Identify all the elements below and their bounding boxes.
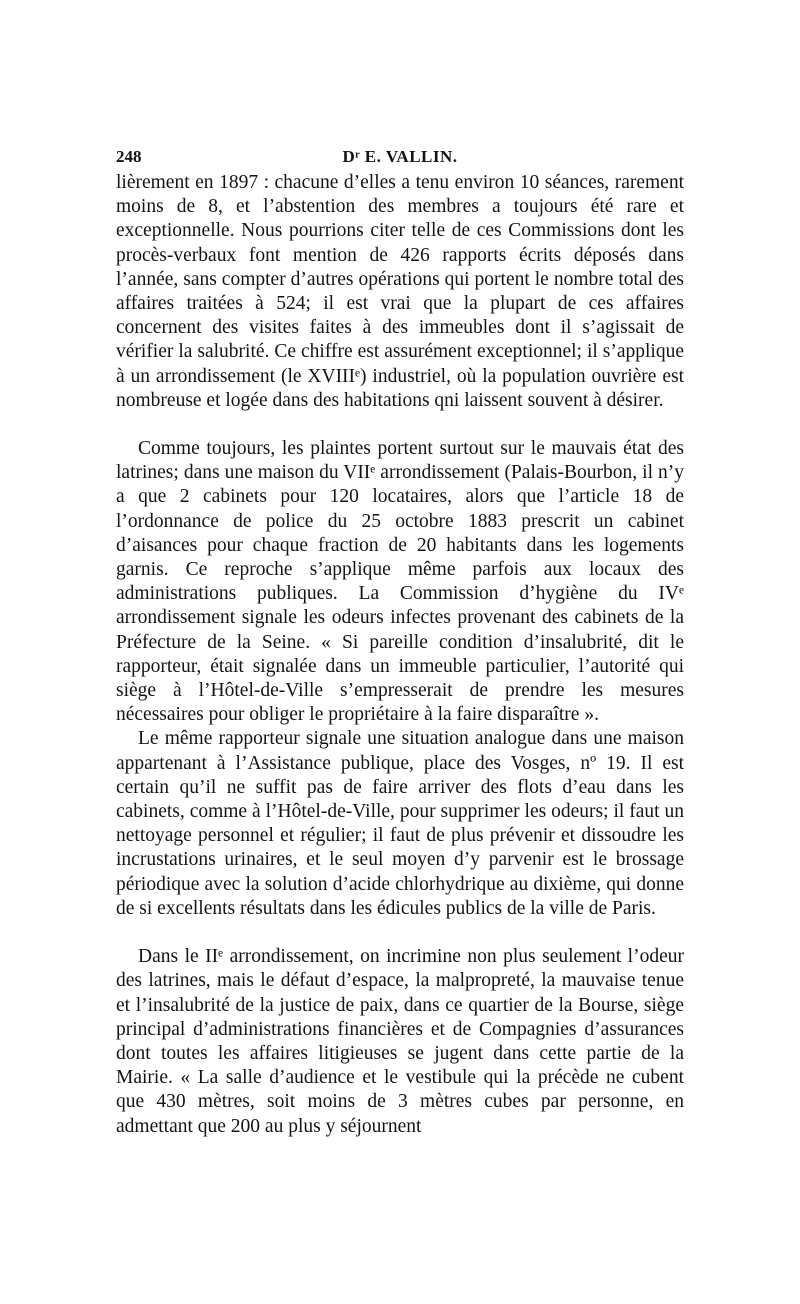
paragraph-continuation: lièrement en 1897 : chacune d’elles a tenu environ 10 séances, rarement moins de 8, et l’abstention des membres a toujours été rare et exceptionnelle. Nous pourrions citer telle de ces Commissions dont les procès-verbaux font mention de 426 rapports écrits déposés dans l’année, sans compter d’autres opérations qui portent le nombre total des affaires traitées à 524; il est vrai que la plupart de ces affaires concernent des visites faites à des immeubles dont il s’agissait de vérifier la salubrité. Ce chiffre est assurément exceptionnel; il s’applique à un arrondissement (le XVIIIᵉ) industriel, où la population ouvrière est nombreuse et logée dans des habitations qni laissent souvent à désirer. <box>116 172 684 411</box>
running-title: Dʳ E. VALLIN. <box>342 147 458 166</box>
paragraph-latrines-complaints: Comme toujours, les plaintes portent surtout sur le mauvais état des latrines; dans une maison du VIIᵉ arrondissement (Palais-Bourbon, il n’y a que 2 cabinets pour 120 locataires, alors que l’article 18 de l’ordonnance de police du 25 octobre 1883 prescrit un cabinet d’aisances pour chaque fraction de 20 habitants dans les logements garnis. Ce reproche s’applique même parfois aux locaux des administrations publiques. La Commission d’hygiène du IVᵉ arrondissement signale les odeurs infectes provenant des cabinets de la Préfecture de la Seine. « Si pareille condition d’insalubrité, dit le rapporteur, était signalée dans un immeuble particulier, l’autorité qui siège à l’Hôtel-de-Ville s’empresserait de prendre les mesures nécessaires pour obliger le propriétaire à la faire disparaître ». <box>116 438 684 726</box>
paragraph-assistance-publique: Le même rapporteur signale une situation analogue dans une maison appartenant à l’Assistance publique, place des Vosges, nº 19. Il est certain qu’il ne suffit pas de faire arriver des flots d’eau dans les cabinets, comme à l’Hôtel-de-Ville, pour supprimer les odeurs; il faut un nettoyage personnel et régulier; il faut de plus prévenir et dissoudre les incrustations urinaires, et le seul moyen d’y parvenir est le brossage périodique avec la solution d’acide chlorhydrique au dixième, qui donne de si excellents résultats dans les édicules publics de la ville de Paris. <box>116 728 684 919</box>
document-page <box>116 141 684 1139</box>
page-number: 248 <box>116 147 142 166</box>
running-head <box>116 141 684 171</box>
paragraph-second-arrondissement: Dans le IIᵉ arrondissement, on incrimine non plus seulement l’odeur des latrines, mais le défaut d’espace, la malpropreté, la mauvaise tenue et l’insalubrité de la justice de paix, dans ce quartier de la Bourse, siège principal d’administrations financières et de Compagnies d’assurances dont toutes les affaires litigieuses se jugent dans cette partie de la Mairie. « La salle d’audience et le vestibule qui la précède ne cubent que 430 mètres, soit moins de 3 mètres cubes par personne, en admettant que 200 au plus y séjournent <box>116 946 684 1137</box>
